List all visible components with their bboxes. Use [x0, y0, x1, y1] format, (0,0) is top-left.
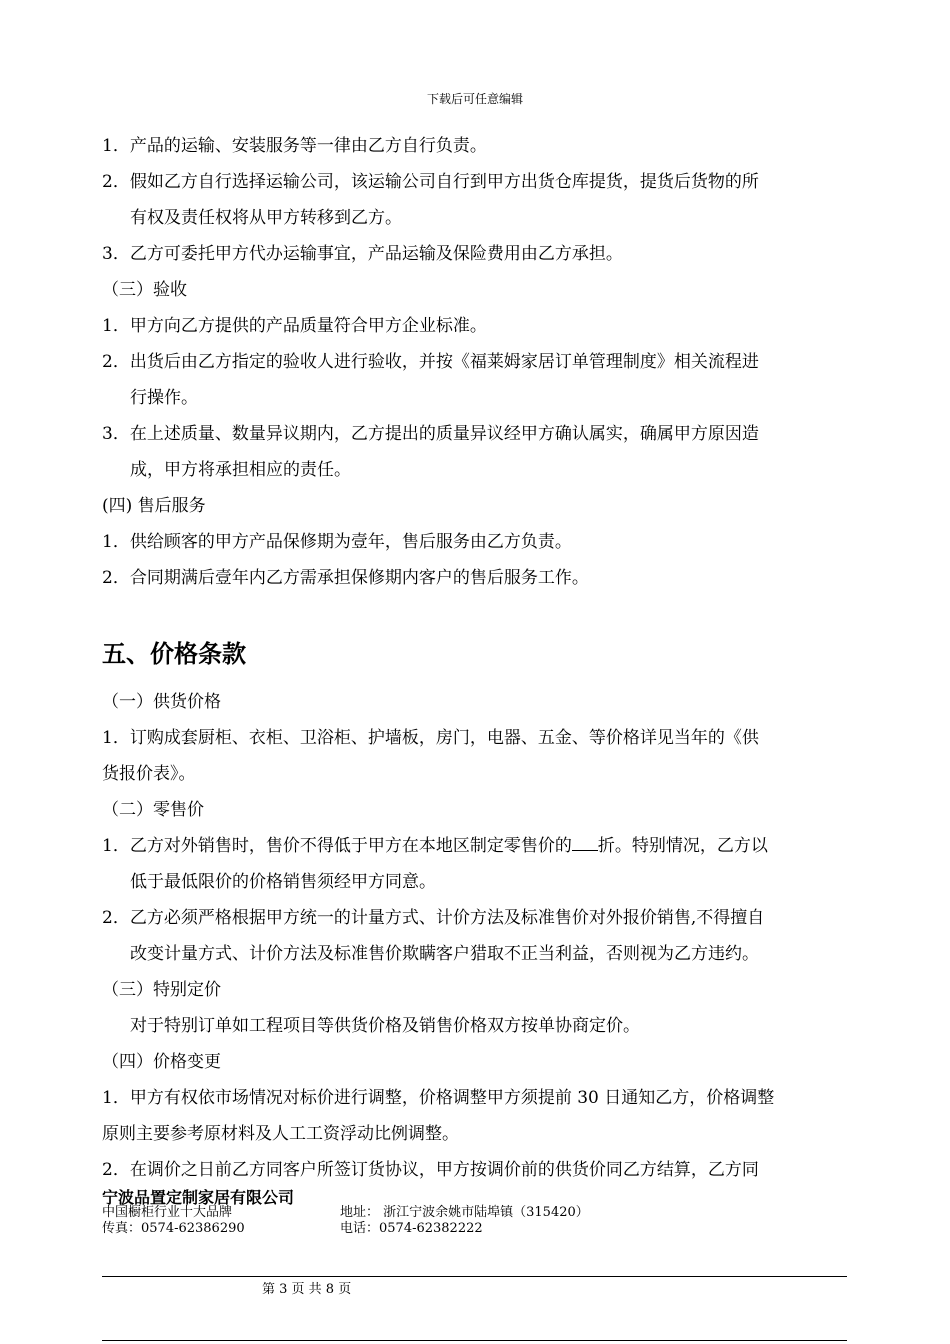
document-body [102, 128, 847, 1188]
paragraph-retail-2: 2．乙方必须严格根据甲方统一的计量方式、计价方法及标准售价对外报价销售,不得擅自 [102, 908, 765, 928]
retail-1-text-before: 1．乙方对外销售时，售价不得低于甲方在本地区制定零售价的 [102, 836, 572, 856]
paragraph-retail-1-cont: 低于最低限价的价格销售须经甲方同意。 [130, 872, 436, 892]
footer-right-info [340, 1205, 589, 1237]
paragraph-retail-2-cont: 改变计量方式、计价方法及标准售价欺瞒客户猎取不正当利益，否则视为乙方违约。 [130, 944, 759, 964]
paragraph-supply-price-1-cont: 货报价表》。 [102, 764, 196, 784]
paragraph-transport-3: 3．乙方可委托甲方代办运输事宜，产品运输及保险费用由乙方承担。 [102, 244, 623, 264]
subheading-after-sales: (四) 售后服务 [102, 496, 206, 516]
paragraph-price-change-2: 2．在调价之日前乙方同客户所签订货协议，甲方按调价前的供货价同乙方结算，乙方同 [102, 1160, 759, 1180]
page-number: 第 3 页 共 8 页 [262, 1282, 352, 1297]
paragraph-acceptance-2-cont: 行操作。 [130, 388, 198, 408]
subheading-price-change: （四）价格变更 [102, 1052, 221, 1072]
paragraph-price-change-1-cont: 原则主要参考原材料及人工工资浮动比例调整。 [102, 1124, 459, 1144]
paragraph-price-change-1: 1．甲方有权依市场情况对标价进行调整，价格调整甲方须提前 30 日通知乙方，价格调整 [102, 1088, 775, 1108]
footer-divider [102, 1276, 847, 1277]
paragraph-supply-price-1: 1．订购成套厨柜、衣柜、卫浴柜、护墙板，房门，电器、五金、等价格详见当年的《供 [102, 728, 759, 748]
footer-slogan: 中国橱柜行业十大品牌 [102, 1205, 233, 1220]
paragraph-acceptance-2: 2．出货后由乙方指定的验收人进行验收，并按《福莱姆家居订单管理制度》相关流程进 [102, 352, 759, 372]
subheading-supply-price: （一）供货价格 [102, 692, 221, 712]
footer-address: 地址： 浙江宁波余姚市陆埠镇（315420） [340, 1205, 589, 1220]
paragraph-after-sales-1: 1．供给顾客的甲方产品保修期为壹年，售后服务由乙方负责。 [102, 532, 572, 552]
paragraph-transport-2: 2．假如乙方自行选择运输公司，该运输公司自行到甲方出货仓库提货，提货后货物的所 [102, 172, 759, 192]
footer-fax: 传真：0574-62386290 [102, 1221, 245, 1236]
subheading-retail-price: （二）零售价 [102, 800, 204, 820]
retail-1-text-after: 折。特别情况，乙方以 [597, 836, 768, 856]
paragraph-acceptance-3-cont: 成，甲方将承担相应的责任。 [130, 460, 351, 480]
bottom-divider [102, 1340, 847, 1341]
subheading-acceptance: （三）验收 [102, 280, 187, 300]
paragraph-acceptance-3: 3．在上述质量、数量异议期内，乙方提出的质量异议经甲方确认属实，确属甲方原因造 [102, 424, 759, 444]
paragraph-retail-1 [102, 828, 847, 864]
paragraph-transport-2-cont: 有权及责任权将从甲方转移到乙方。 [130, 208, 402, 228]
footer-left-info [102, 1205, 245, 1237]
header-note: 下载后可任意编辑 [426, 92, 523, 106]
discount-blank-field [572, 832, 598, 851]
paragraph-after-sales-2: 2．合同期满后壹年内乙方需承担保修期内客户的售后服务工作。 [102, 568, 589, 588]
footer-phone: 电话：0574-62382222 [340, 1221, 483, 1236]
subheading-special-price: （三）特别定价 [102, 980, 221, 1000]
paragraph-transport-1: 1．产品的运输、安装服务等一律由乙方自行负责。 [102, 136, 487, 156]
footer-company-name: 宁波品置定制家居有限公司 [102, 1188, 295, 1207]
paragraph-acceptance-1: 1．甲方向乙方提供的产品质量符合甲方企业标准。 [102, 316, 487, 336]
section-title-price-terms: 五、价格条款 [102, 640, 246, 668]
paragraph-special-price: 对于特别订单如工程项目等供货价格及销售价格双方按单协商定价。 [130, 1016, 640, 1036]
